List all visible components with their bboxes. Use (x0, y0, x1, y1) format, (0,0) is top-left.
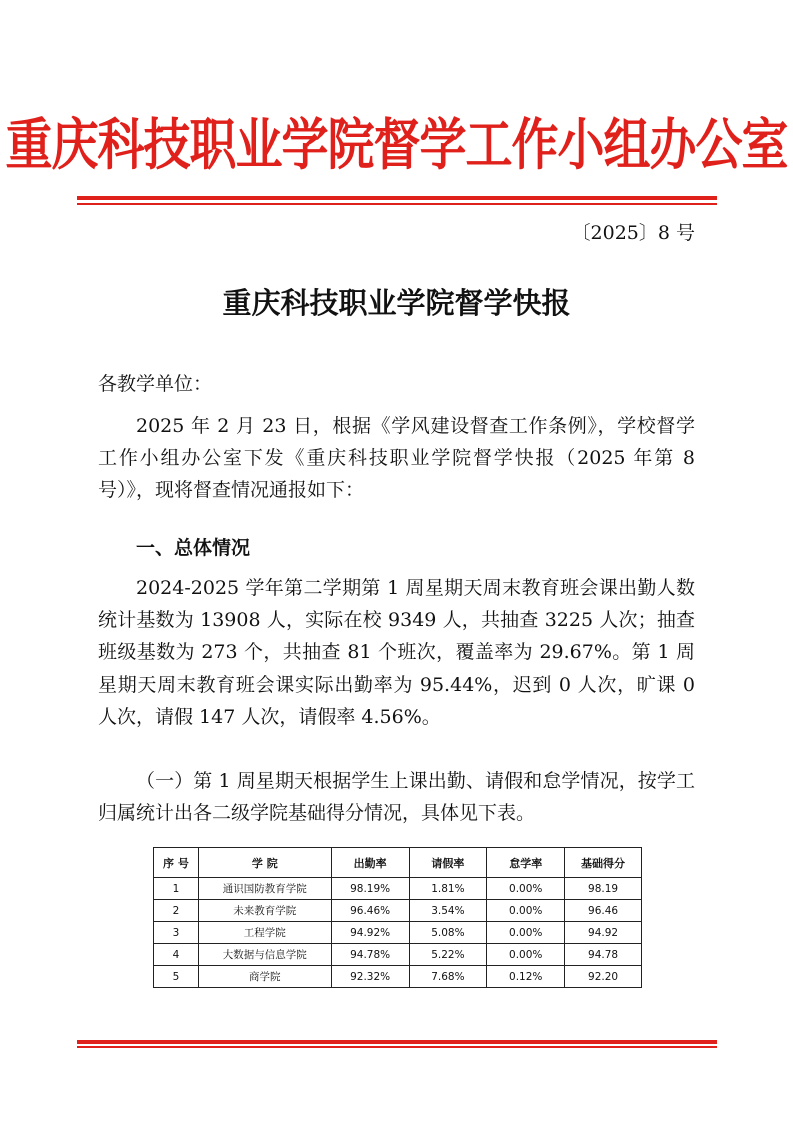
cell-index: 3 (154, 922, 199, 944)
header-truancy-rate: 怠学率 (487, 848, 565, 878)
cell-index: 2 (154, 900, 199, 922)
cell-index: 4 (154, 944, 199, 966)
masthead-thick-rule (77, 196, 717, 200)
footer-thin-rule (77, 1046, 717, 1048)
cell-college: 商学院 (198, 966, 331, 988)
cell-college: 未来教育学院 (198, 900, 331, 922)
document-number: 〔2025〕8 号 (571, 222, 695, 244)
cell-college: 工程学院 (198, 922, 331, 944)
college-score-table (153, 847, 642, 988)
header-college: 学 院 (198, 848, 331, 878)
cell-attendance-rate: 98.19% (331, 878, 409, 900)
header-base-score: 基础得分 (565, 848, 642, 878)
cell-attendance-rate: 96.46% (331, 900, 409, 922)
cell-truancy-rate: 0.00% (487, 944, 565, 966)
table-row (154, 900, 642, 922)
salutation: 各教学单位： (98, 373, 213, 395)
table-header-row (154, 848, 642, 878)
table-row (154, 944, 642, 966)
cell-base-score: 96.46 (565, 900, 642, 922)
cell-college: 大数据与信息学院 (198, 944, 331, 966)
cell-index: 5 (154, 966, 199, 988)
cell-truancy-rate: 0.00% (487, 878, 565, 900)
cell-base-score: 94.92 (565, 922, 642, 944)
cell-attendance-rate: 94.92% (331, 922, 409, 944)
cell-leave-rate: 7.68% (409, 966, 487, 988)
masthead-title: 重庆科技职业学院督学工作小组办公室 (5, 113, 788, 179)
cell-base-score: 98.19 (565, 878, 642, 900)
cell-truancy-rate: 0.12% (487, 966, 565, 988)
cell-attendance-rate: 92.32% (331, 966, 409, 988)
cell-truancy-rate: 0.00% (487, 922, 565, 944)
cell-leave-rate: 5.08% (409, 922, 487, 944)
cell-index: 1 (154, 878, 199, 900)
cell-leave-rate: 1.81% (409, 878, 487, 900)
cell-leave-rate: 3.54% (409, 900, 487, 922)
header-attendance-rate: 出勤率 (331, 848, 409, 878)
cell-base-score: 92.20 (565, 966, 642, 988)
page-title: 重庆科技职业学院督学快报 (222, 286, 571, 320)
header-index: 序 号 (154, 848, 199, 878)
cell-attendance-rate: 94.78% (331, 944, 409, 966)
cell-base-score: 94.78 (565, 944, 642, 966)
table-row (154, 922, 642, 944)
intro-paragraph: 2025 年 2 月 23 日，根据《学风建设督查工作条例》，学校督学工作小组办公室下发《重庆科技职业学院督学快报（2025 年第 8 号）》，现将督查情况通报如下： (98, 415, 695, 502)
table-row (154, 878, 642, 900)
section-heading-overview: 一、总体情况 (136, 537, 251, 559)
cell-leave-rate: 5.22% (409, 944, 487, 966)
cell-truancy-rate: 0.00% (487, 900, 565, 922)
overview-paragraph: 2024-2025 学年第二学期第 1 周星期天周末教育班会课出勤人数统计基数为 13908 人，实际在校 9349 人，共抽查 3225 人次；抽查班级基数为 273 个，共抽查 81 个班次，覆盖率为 29.67%。第 1 周星期天周末教育班会课实际出勤率为 95.44%，迟到 0 人次，旷课 0 人次，请假 147 人次，请假率 4.56%。 (98, 577, 695, 728)
score-intro-paragraph: （一）第 1 周星期天根据学生上课出勤、请假和怠学情况，按学工归属统计出各二级学院基础得分情况，具体见下表。 (98, 770, 695, 825)
table-row (154, 966, 642, 988)
header-leave-rate: 请假率 (409, 848, 487, 878)
footer-thick-rule (77, 1040, 717, 1044)
cell-college: 通识国防教育学院 (198, 878, 331, 900)
masthead-thin-rule (77, 203, 717, 205)
